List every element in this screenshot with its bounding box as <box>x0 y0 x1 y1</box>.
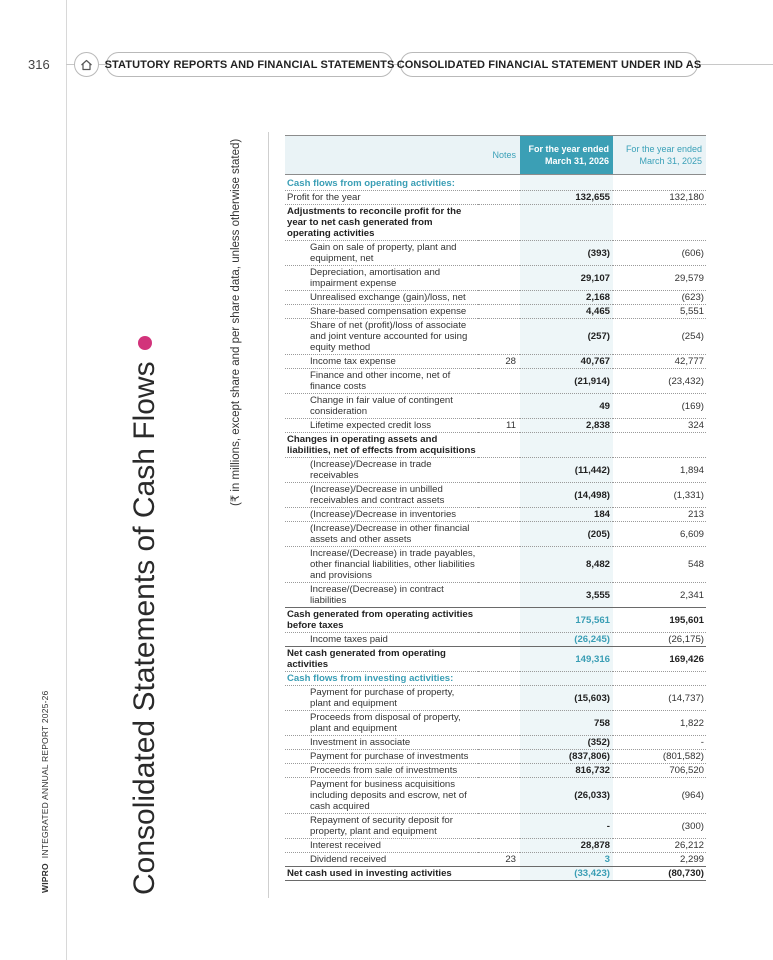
table-row <box>285 778 706 814</box>
section-tab-consolidated-ind-as[interactable]: CONSOLIDATED FINANCIAL STATEMENT UNDER IND AS <box>400 52 698 77</box>
row-notes <box>478 547 520 583</box>
row-value-current: 184 <box>520 508 613 522</box>
header-label-cell <box>285 136 478 175</box>
row-notes <box>478 814 520 839</box>
row-value-current: (14,498) <box>520 483 613 508</box>
table-row <box>285 647 706 672</box>
left-margin-rule <box>66 0 67 960</box>
row-value-current: 816,732 <box>520 764 613 778</box>
row-value-current: 40,767 <box>520 355 613 369</box>
row-value-previous: 2,341 <box>613 583 706 608</box>
row-label: Change in fair value of contingent consideration <box>285 394 478 419</box>
row-value-previous: 29,579 <box>613 266 706 291</box>
row-notes <box>478 764 520 778</box>
row-value-current: (352) <box>520 736 613 750</box>
row-notes <box>478 750 520 764</box>
row-value-current: 2,838 <box>520 419 613 433</box>
row-label: Gain on sale of property, plant and equipment, net <box>285 241 478 266</box>
row-value-current: (15,603) <box>520 686 613 711</box>
table-row <box>285 686 706 711</box>
table-row <box>285 319 706 355</box>
row-label: Interest received <box>285 839 478 853</box>
row-value-current: 2,168 <box>520 291 613 305</box>
row-value-previous: (23,432) <box>613 369 706 394</box>
row-value-current: (21,914) <box>520 369 613 394</box>
row-notes: 28 <box>478 355 520 369</box>
row-notes <box>478 266 520 291</box>
row-value-previous <box>613 433 706 458</box>
row-value-previous: (964) <box>613 778 706 814</box>
section-tab-statutory-reports[interactable]: STATUTORY REPORTS AND FINANCIAL STATEMENTS <box>106 52 393 77</box>
row-value-previous: (26,175) <box>613 633 706 647</box>
table-row <box>285 711 706 736</box>
row-value-previous: 324 <box>613 419 706 433</box>
table-header-row <box>285 136 706 175</box>
row-label: Payment for purchase of property, plant and equipment <box>285 686 478 711</box>
row-notes <box>478 305 520 319</box>
row-notes <box>478 291 520 305</box>
row-notes: 11 <box>478 419 520 433</box>
row-value-current: 3,555 <box>520 583 613 608</box>
row-value-current: 8,482 <box>520 547 613 583</box>
row-value-previous: (169) <box>613 394 706 419</box>
table-row <box>285 839 706 853</box>
row-notes <box>478 433 520 458</box>
row-label: (Increase)/Decrease in inventories <box>285 508 478 522</box>
row-label: Net cash generated from operating activities <box>285 647 478 672</box>
row-notes <box>478 319 520 355</box>
table-row <box>285 291 706 305</box>
table-row <box>285 583 706 608</box>
row-notes <box>478 711 520 736</box>
header-notes: Notes <box>478 136 520 175</box>
row-value-previous: (300) <box>613 814 706 839</box>
row-notes <box>478 394 520 419</box>
row-value-current: (26,033) <box>520 778 613 814</box>
row-notes <box>478 241 520 266</box>
row-label: Profit for the year <box>285 191 478 205</box>
row-label: Cash flows from investing activities: <box>285 672 478 686</box>
table-row <box>285 814 706 839</box>
home-button[interactable] <box>74 52 99 77</box>
row-value-previous: (1,331) <box>613 483 706 508</box>
row-label: Net cash used in investing activities <box>285 867 478 881</box>
table-row <box>285 205 706 241</box>
row-value-current <box>520 672 613 686</box>
row-value-previous: (623) <box>613 291 706 305</box>
row-value-current <box>520 175 613 191</box>
table-row <box>285 175 706 191</box>
row-label: Payment for business acquisitions including deposits and escrow, net of cash acquired <box>285 778 478 814</box>
table-row <box>285 736 706 750</box>
row-notes <box>478 205 520 241</box>
row-label: Proceeds from disposal of property, plant and equipment <box>285 711 478 736</box>
row-notes <box>478 736 520 750</box>
row-notes <box>478 778 520 814</box>
row-value-current: 3 <box>520 853 613 867</box>
brand-name: WIPRO <box>40 863 50 893</box>
row-value-current: (205) <box>520 522 613 547</box>
row-notes <box>478 175 520 191</box>
row-label: Increase/(Decrease) in trade payables, other financial liabilities, other liabilities and provisions <box>285 547 478 583</box>
row-notes <box>478 672 520 686</box>
row-label: Proceeds from sale of investments <box>285 764 478 778</box>
row-value-previous: (254) <box>613 319 706 355</box>
row-value-previous <box>613 205 706 241</box>
table-row <box>285 672 706 686</box>
row-value-current: (11,442) <box>520 458 613 483</box>
table-row <box>285 433 706 458</box>
table-row <box>285 458 706 483</box>
row-label: (Increase)/Decrease in unbilled receivables and contract assets <box>285 483 478 508</box>
row-label: Income tax expense <box>285 355 478 369</box>
row-label: Income taxes paid <box>285 633 478 647</box>
row-label: Cash flows from operating activities: <box>285 175 478 191</box>
row-value-previous: 548 <box>613 547 706 583</box>
row-value-previous: (14,737) <box>613 686 706 711</box>
row-notes <box>478 191 520 205</box>
row-notes <box>478 608 520 633</box>
row-value-previous: - <box>613 736 706 750</box>
row-label: Payment for purchase of investments <box>285 750 478 764</box>
header-previous-year: For the year ended March 31, 2025 <box>613 136 706 175</box>
row-value-previous: 26,212 <box>613 839 706 853</box>
header-current-year: For the year ended March 31, 2026 <box>520 136 613 175</box>
row-value-current: 28,878 <box>520 839 613 853</box>
row-value-current: (393) <box>520 241 613 266</box>
row-value-previous: 195,601 <box>613 608 706 633</box>
row-label: (Increase)/Decrease in trade receivables <box>285 458 478 483</box>
row-value-previous: 132,180 <box>613 191 706 205</box>
row-notes <box>478 867 520 881</box>
table-row <box>285 547 706 583</box>
row-value-current <box>520 433 613 458</box>
row-label: Investment in associate <box>285 736 478 750</box>
row-label: Finance and other income, net of finance costs <box>285 369 478 394</box>
row-value-previous: 42,777 <box>613 355 706 369</box>
row-value-previous: 706,520 <box>613 764 706 778</box>
table-row <box>285 508 706 522</box>
table-row <box>285 483 706 508</box>
row-value-current: (257) <box>520 319 613 355</box>
row-notes <box>478 686 520 711</box>
row-label: Depreciation, amortisation and impairment expense <box>285 266 478 291</box>
table-row <box>285 419 706 433</box>
row-notes <box>478 483 520 508</box>
home-icon <box>80 59 93 71</box>
table-body <box>285 175 706 881</box>
table-row <box>285 522 706 547</box>
row-notes <box>478 647 520 672</box>
row-notes <box>478 583 520 608</box>
table-row <box>285 750 706 764</box>
row-value-previous: 1,894 <box>613 458 706 483</box>
row-label: Share of net (profit)/loss of associate and joint venture accounted for using equity method <box>285 319 478 355</box>
row-value-previous <box>613 672 706 686</box>
title-accent-dot <box>138 336 152 350</box>
row-label: Share-based compensation expense <box>285 305 478 319</box>
table-row <box>285 867 706 881</box>
row-label: Dividend received <box>285 853 478 867</box>
page-title-text: Consolidated Statements of Cash Flows <box>128 361 161 895</box>
row-value-current <box>520 205 613 241</box>
table-row <box>285 355 706 369</box>
row-notes <box>478 633 520 647</box>
row-notes <box>478 508 520 522</box>
table-row <box>285 853 706 867</box>
row-label: Increase/(Decrease) in contract liabilities <box>285 583 478 608</box>
row-label: Repayment of security deposit for property, plant and equipment <box>285 814 478 839</box>
row-label: Adjustments to reconcile profit for the year to net cash generated from operating activities <box>285 205 478 241</box>
table-row <box>285 608 706 633</box>
row-value-previous: 1,822 <box>613 711 706 736</box>
row-value-current: 49 <box>520 394 613 419</box>
row-value-previous: (801,582) <box>613 750 706 764</box>
table-row <box>285 241 706 266</box>
row-value-current: 175,561 <box>520 608 613 633</box>
page-number: 316 <box>28 57 50 72</box>
row-value-previous: 169,426 <box>613 647 706 672</box>
row-value-previous: 213 <box>613 508 706 522</box>
row-value-previous <box>613 175 706 191</box>
row-label: (Increase)/Decrease in other financial assets and other assets <box>285 522 478 547</box>
row-value-current: (26,245) <box>520 633 613 647</box>
row-label: Changes in operating assets and liabilities, net of effects from acquisitions <box>285 433 478 458</box>
row-value-current: 758 <box>520 711 613 736</box>
table-row <box>285 633 706 647</box>
table-row <box>285 369 706 394</box>
currency-note: (₹ in millions, except share and per share data, unless otherwise stated) <box>230 138 242 506</box>
row-notes: 23 <box>478 853 520 867</box>
row-notes <box>478 369 520 394</box>
row-notes <box>478 522 520 547</box>
row-value-current: 149,316 <box>520 647 613 672</box>
row-value-previous: 5,551 <box>613 305 706 319</box>
cash-flow-table <box>285 135 706 881</box>
row-notes <box>478 839 520 853</box>
row-value-current: 4,465 <box>520 305 613 319</box>
row-value-previous: (80,730) <box>613 867 706 881</box>
table-row <box>285 266 706 291</box>
table-row <box>285 191 706 205</box>
row-label: Cash generated from operating activities before taxes <box>285 608 478 633</box>
row-value-previous: 2,299 <box>613 853 706 867</box>
page-title <box>128 336 162 895</box>
table-row <box>285 394 706 419</box>
row-value-current: 29,107 <box>520 266 613 291</box>
row-value-current: (33,423) <box>520 867 613 881</box>
table-row <box>285 305 706 319</box>
row-label: Unrealised exchange (gain)/loss, net <box>285 291 478 305</box>
row-label: Lifetime expected credit loss <box>285 419 478 433</box>
row-value-current: - <box>520 814 613 839</box>
content-divider <box>268 132 269 898</box>
row-notes <box>478 458 520 483</box>
row-value-previous: (606) <box>613 241 706 266</box>
report-name: INTEGRATED ANNUAL REPORT 2025-26 <box>40 690 50 859</box>
row-value-current: (837,806) <box>520 750 613 764</box>
row-value-previous: 6,609 <box>613 522 706 547</box>
table-row <box>285 764 706 778</box>
row-value-current: 132,655 <box>520 191 613 205</box>
report-footer <box>40 691 50 893</box>
